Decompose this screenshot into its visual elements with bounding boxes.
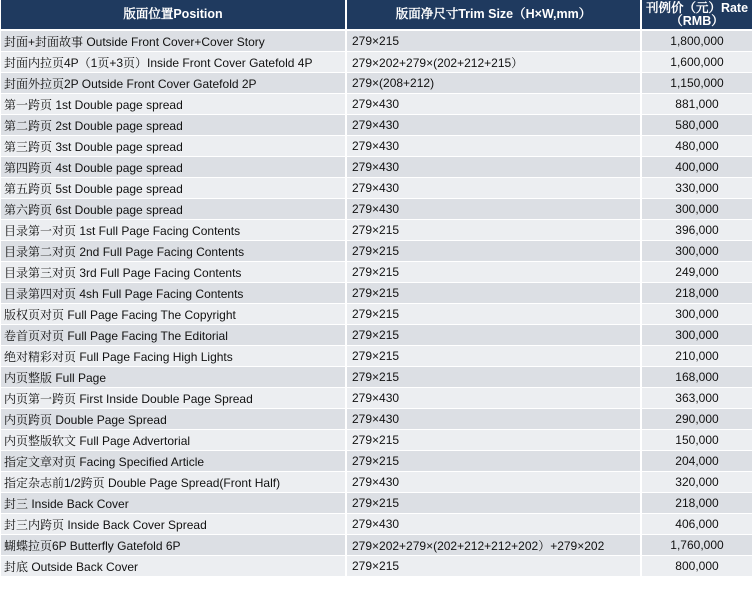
trim-size-cell: 279×215 [347, 430, 640, 451]
table-row [1, 514, 752, 535]
table-row [1, 430, 752, 451]
position-cell: 封三 Inside Back Cover [1, 493, 345, 514]
table-row [1, 262, 752, 283]
trim-size-cell: 279×215 [347, 304, 640, 325]
table-row [1, 178, 752, 199]
position-cell: 蝴蝶拉页6P Butterfly Gatefold 6P [1, 535, 345, 556]
position-cell: 第四跨页 4st Double page spread [1, 157, 345, 178]
table-row [1, 535, 752, 556]
rate-cell: 300,000 [642, 304, 752, 325]
table-row [1, 388, 752, 409]
header-position: 版面位置Position [1, 0, 345, 31]
rate-cell: 800,000 [642, 556, 752, 577]
position-cell: 卷首页对页 Full Page Facing The Editorial [1, 325, 345, 346]
trim-size-cell: 279×215 [347, 220, 640, 241]
rate-cell: 480,000 [642, 136, 752, 157]
table-row [1, 556, 752, 577]
trim-size-cell: 279×215 [347, 31, 640, 52]
trim-size-cell: 279×430 [347, 472, 640, 493]
table-row [1, 472, 752, 493]
table-row [1, 283, 752, 304]
trim-size-cell: 279×215 [347, 367, 640, 388]
position-cell: 内页整版 Full Page [1, 367, 345, 388]
position-cell: 内页整版软文 Full Page Advertorial [1, 430, 345, 451]
trim-size-cell: 279×215 [347, 493, 640, 514]
position-cell: 第二跨页 2st Double page spread [1, 115, 345, 136]
rate-cell: 300,000 [642, 325, 752, 346]
trim-size-cell: 279×430 [347, 388, 640, 409]
table-row [1, 304, 752, 325]
rate-cell: 363,000 [642, 388, 752, 409]
rate-cell: 1,600,000 [642, 52, 752, 73]
table-row [1, 73, 752, 94]
rate-cell: 168,000 [642, 367, 752, 388]
rate-cell: 300,000 [642, 199, 752, 220]
position-cell: 内页跨页 Double Page Spread [1, 409, 345, 430]
trim-size-cell: 279×430 [347, 115, 640, 136]
position-cell: 绝对精彩对页 Full Page Facing High Lights [1, 346, 345, 367]
table-row [1, 52, 752, 73]
position-cell: 版权页对页 Full Page Facing The Copyright [1, 304, 345, 325]
rate-cell: 881,000 [642, 94, 752, 115]
table-row [1, 241, 752, 262]
trim-size-cell: 279×215 [347, 241, 640, 262]
position-cell: 第五跨页 5st Double page spread [1, 178, 345, 199]
position-cell: 第三跨页 3st Double page spread [1, 136, 345, 157]
trim-size-cell: 279×215 [347, 346, 640, 367]
table-row [1, 493, 752, 514]
position-cell: 指定文章对页 Facing Specified Article [1, 451, 345, 472]
header-rate: 刊例价（元）Rate（RMB） [642, 0, 752, 31]
trim-size-cell: 279×430 [347, 94, 640, 115]
table-row [1, 325, 752, 346]
rate-cell: 210,000 [642, 346, 752, 367]
position-cell: 目录第三对页 3rd Full Page Facing Contents [1, 262, 345, 283]
table-row [1, 346, 752, 367]
table-row [1, 115, 752, 136]
header-trim-size: 版面净尺寸Trim Size（H×W,mm） [347, 0, 640, 31]
position-cell: 目录第二对页 2nd Full Page Facing Contents [1, 241, 345, 262]
trim-size-cell: 279×(208+212) [347, 73, 640, 94]
position-cell: 目录第一对页 1st Full Page Facing Contents [1, 220, 345, 241]
trim-size-cell: 279×430 [347, 514, 640, 535]
table-row [1, 31, 752, 52]
table-row [1, 451, 752, 472]
table-row [1, 94, 752, 115]
table-body [1, 31, 752, 577]
trim-size-cell: 279×215 [347, 262, 640, 283]
trim-size-cell: 279×430 [347, 409, 640, 430]
position-cell: 目录第四对页 4sh Full Page Facing Contents [1, 283, 345, 304]
rate-cell: 218,000 [642, 493, 752, 514]
trim-size-cell: 279×430 [347, 178, 640, 199]
position-cell: 内页第一跨页 First Inside Double Page Spread [1, 388, 345, 409]
trim-size-cell: 279×202+279×(202+212+215） [347, 52, 640, 73]
rate-cell: 150,000 [642, 430, 752, 451]
rate-cell: 1,760,000 [642, 535, 752, 556]
rate-cell: 218,000 [642, 283, 752, 304]
rate-cell: 290,000 [642, 409, 752, 430]
rate-cell: 249,000 [642, 262, 752, 283]
trim-size-cell: 279×202+279×(202+212+212+202）+279×202 [347, 535, 640, 556]
table-row [1, 199, 752, 220]
rate-cell: 204,000 [642, 451, 752, 472]
rate-cell: 406,000 [642, 514, 752, 535]
position-cell: 第一跨页 1st Double page spread [1, 94, 345, 115]
rate-cell: 580,000 [642, 115, 752, 136]
trim-size-cell: 279×215 [347, 325, 640, 346]
table-row [1, 409, 752, 430]
table-row [1, 136, 752, 157]
table-row [1, 367, 752, 388]
table-header-row [1, 0, 752, 31]
position-cell: 指定杂志前1/2跨页 Double Page Spread(Front Half) [1, 472, 345, 493]
position-cell: 第六跨页 6st Double page spread [1, 199, 345, 220]
rate-cell: 1,150,000 [642, 73, 752, 94]
trim-size-cell: 279×430 [347, 136, 640, 157]
rate-cell: 320,000 [642, 472, 752, 493]
position-cell: 封底 Outside Back Cover [1, 556, 345, 577]
rate-cell: 300,000 [642, 241, 752, 262]
rate-cell: 330,000 [642, 178, 752, 199]
trim-size-cell: 279×430 [347, 157, 640, 178]
trim-size-cell: 279×215 [347, 451, 640, 472]
rate-cell: 400,000 [642, 157, 752, 178]
trim-size-cell: 279×215 [347, 556, 640, 577]
position-cell: 封面内拉页4P（1页+3页）Inside Front Cover Gatefold 4P [1, 52, 345, 73]
position-cell: 封面+封面故事 Outside Front Cover+Cover Story [1, 31, 345, 52]
position-cell: 封三内跨页 Inside Back Cover Spread [1, 514, 345, 535]
table-row [1, 220, 752, 241]
position-cell: 封面外拉页2P Outside Front Cover Gatefold 2P [1, 73, 345, 94]
table-row [1, 157, 752, 178]
trim-size-cell: 279×430 [347, 199, 640, 220]
rate-cell: 1,800,000 [642, 31, 752, 52]
rate-cell: 396,000 [642, 220, 752, 241]
trim-size-cell: 279×215 [347, 283, 640, 304]
